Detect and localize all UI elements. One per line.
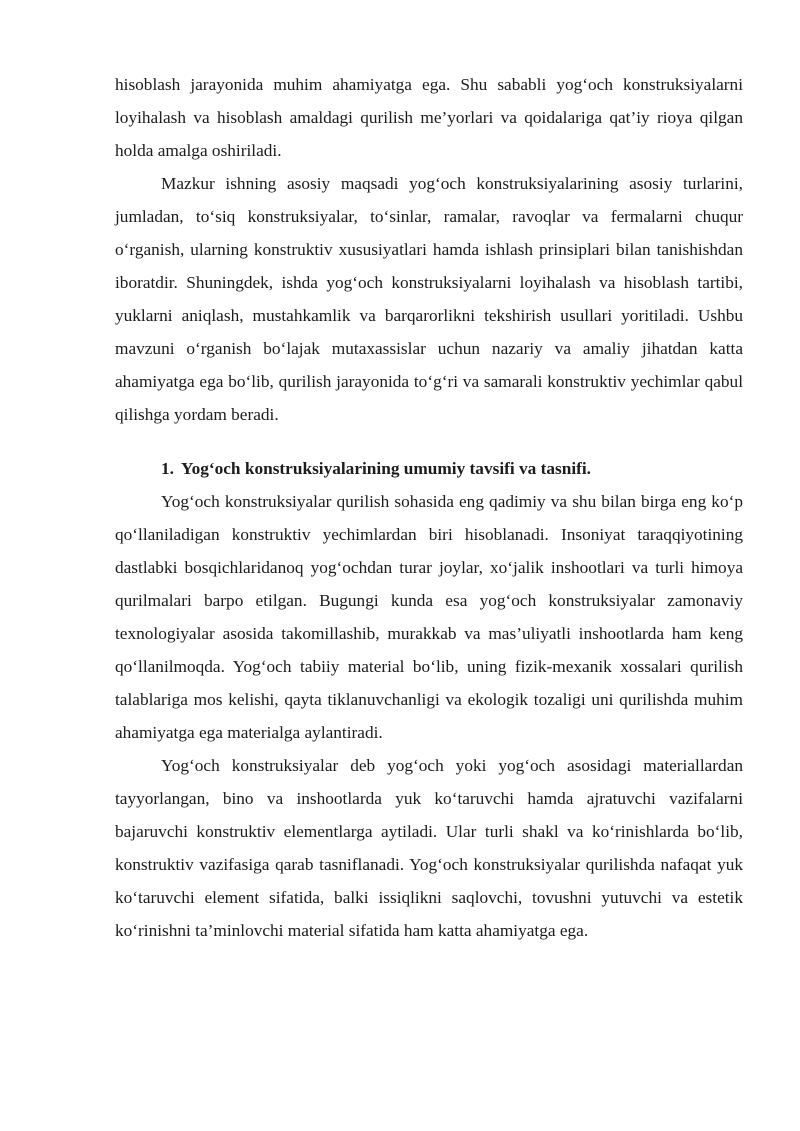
section-heading [115,452,743,485]
section-title: Yog‘och konstruksiyalarining umumiy tavsifi va tasnifi. [181,459,592,478]
paragraph-definition: Yog‘och konstruksiyalar deb yog‘och yoki yog‘och asosidagi materiallardan tayyorlangan, bino va inshootlarda yuk ko‘taruvchi hamda ajratuvchi vazifalarni bajaruvchi konstruktiv elementlarga aytiladi. Ular turli shakl va ko‘rinishlarda bo‘lib, konstruktiv vazifasiga qarab tasniflanadi. Yog‘och konstruksiyalar qurilishda nafaqat yuk ko‘taruvchi element sifatida, balki issiqlikni saqlovchi, tovushni yutuvchi va estetik ko‘rinishni ta’minlovchi material sifatida ham katta ahamiyatga ega. [115,756,743,940]
section-number: 1. [161,459,174,478]
document-page [115,68,743,947]
paragraph-intro-continuation: hisoblash jarayonida muhim ahamiyatga ega. Shu sababli yog‘och konstruksiyalarni loyihalash va hisoblash amaldagi qurilish me’yorlari va qoidalariga qat’iy rioya qilgan holda amalga oshiriladi. [115,75,743,160]
paragraph-history: Yog‘och konstruksiyalar qurilish sohasida eng qadimiy va shu bilan birga eng ko‘p qo‘llaniladigan konstruktiv yechimlardan biri hisoblanadi. Insoniyat taraqqiyotining dastlabki bosqichlaridanoq yog‘ochdan turar joylar, xo‘jalik inshootlari va turli himoya qurilmalari barpo etilgan. Bugungi kunda esa yog‘och konstruksiyalar zamonaviy texnologiyalar asosida takomillashib, murakkab va mas’uliyatli inshootlarda ham keng qo‘llanilmoqda. Yog‘och tabiiy material bo‘lib, uning fizik-mexanik xossalari qurilish talablariga mos kelishi, qayta tiklanuvchanligi va ekologik tozaligi uni qurilishda muhim ahamiyatga ega materialga aylantiradi. [115,492,743,742]
paragraph-purpose: Mazkur ishning asosiy maqsadi yog‘och konstruksiyalarining asosiy turlarini, jumladan, to‘siq konstruksiyalar, to‘sinlar, ramalar, ravoqlar va fermalarni chuqur o‘rganish, ularning konstruktiv xususiyatlari hamda ishlash prinsiplari bilan tanishishdan iboratdir. Shuningdek, ishda yog‘och konstruksiyalarni loyihalash va hisoblash tartibi, yuklarni aniqlash, mustahkamlik va barqarorlikni tekshirish usullari yoritiladi. Ushbu mavzuni o‘rganish bo‘lajak mutaxassislar uchun nazariy va amaliy jihatdan katta ahamiyatga ega bo‘lib, qurilish jarayonida to‘g‘ri va samarali konstruktiv yechimlar qabul qilishga yordam beradi. [115,174,743,424]
